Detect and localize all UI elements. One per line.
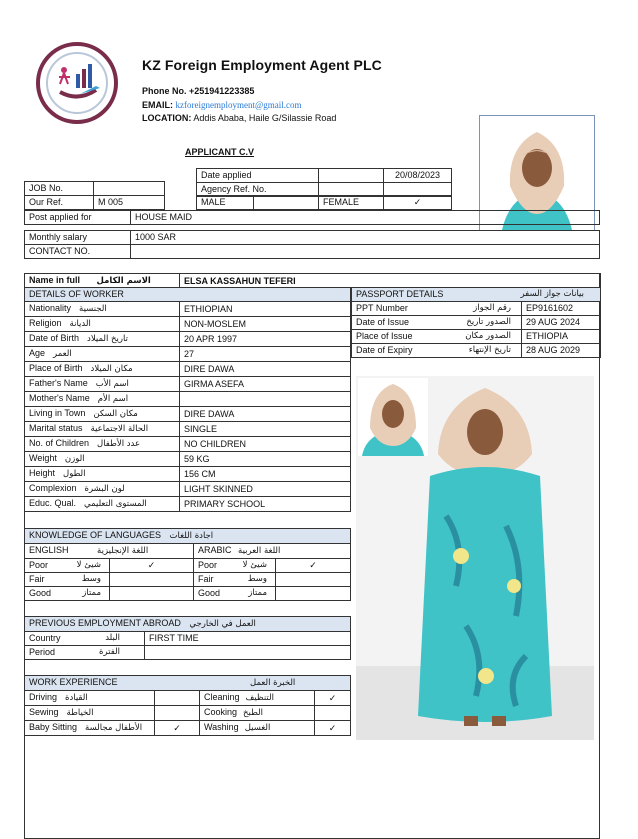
experience-right-ar: التنظيف bbox=[245, 693, 274, 703]
worker-value: 59 KG bbox=[180, 452, 351, 467]
worker-label-cell bbox=[25, 392, 180, 407]
salary-label: Monthly salary bbox=[25, 231, 131, 245]
passport-label-cell bbox=[352, 316, 522, 330]
female-check: ✓ bbox=[384, 196, 452, 210]
passport-row bbox=[352, 316, 601, 330]
worker-label: Educ. Qual. bbox=[29, 498, 77, 508]
worker-row bbox=[25, 452, 351, 467]
salary-table bbox=[24, 230, 600, 259]
experience-left-cell bbox=[25, 721, 155, 736]
arabic-label: ARABIC bbox=[198, 545, 232, 555]
experience-left-check bbox=[155, 706, 200, 721]
worker-label-ar: الحالة الاجتماعية bbox=[90, 424, 149, 434]
english-level-ar: وسط bbox=[81, 574, 101, 584]
worker-value: 156 CM bbox=[180, 467, 351, 482]
english-level-ar: شيئ لا bbox=[76, 560, 101, 570]
experience-heading-ar: الخبرة العمل bbox=[250, 678, 296, 688]
experience-heading-cell bbox=[25, 676, 351, 691]
english-label-ar: اللغة الإنجليزية bbox=[97, 546, 149, 556]
email-link[interactable]: kzforeignemployment@gmail.com bbox=[175, 100, 302, 110]
period-value bbox=[145, 646, 351, 660]
worker-label-ar: الجنسية bbox=[79, 304, 107, 314]
passport-value: 29 AUG 2024 bbox=[522, 316, 601, 330]
english-label: ENGLISH bbox=[29, 545, 69, 555]
worker-label-ar: المستوى التعليمي bbox=[84, 499, 147, 509]
english-header bbox=[25, 544, 194, 559]
country-value: FIRST TIME bbox=[145, 632, 351, 646]
male-label: MALE bbox=[197, 196, 254, 210]
worker-label: Living in Town bbox=[29, 408, 86, 418]
english-level: Poor bbox=[29, 560, 49, 570]
worker-label-cell bbox=[25, 452, 180, 467]
gender-table bbox=[196, 195, 452, 210]
period-label-ar: الفترة bbox=[99, 647, 120, 657]
worker-label-ar: مكان الميلاد bbox=[90, 364, 133, 374]
worker-label-ar: الديانة bbox=[69, 319, 91, 329]
passport-label-cell bbox=[352, 302, 522, 316]
passport-label-ar: رقم الجواز bbox=[473, 303, 511, 313]
worker-value: NO CHILDREN bbox=[180, 437, 351, 452]
country-label: Country bbox=[29, 633, 61, 643]
passport-value: ETHIOPIA bbox=[522, 330, 601, 344]
experience-right-ar: الطبخ bbox=[243, 708, 264, 718]
experience-right-cell bbox=[200, 691, 315, 706]
worker-value: DIRE DAWA bbox=[180, 407, 351, 422]
email-line bbox=[142, 99, 302, 111]
experience-right-label: Washing bbox=[204, 722, 239, 732]
arabic-level: Good bbox=[198, 588, 221, 598]
experience-row bbox=[25, 721, 351, 736]
worker-value: NON-MOSLEM bbox=[180, 317, 351, 332]
worker-label: Weight bbox=[29, 453, 57, 463]
experience-right-check bbox=[315, 706, 351, 721]
passport-table bbox=[351, 287, 601, 358]
experience-right-cell bbox=[200, 706, 315, 721]
worker-label-cell bbox=[25, 317, 180, 332]
employment-heading: PREVIOUS EMPLOYMENT ABROAD bbox=[29, 618, 181, 628]
passport-label-ar: الصدور مكان bbox=[465, 331, 511, 341]
worker-value: PRIMARY SCHOOL bbox=[180, 497, 351, 512]
female-label: FEMALE bbox=[319, 196, 384, 210]
english-level-ar: ممتاز bbox=[82, 588, 101, 598]
inset-portrait bbox=[358, 378, 428, 456]
english-level-cell bbox=[25, 559, 110, 573]
worker-label-ar: الطول bbox=[63, 469, 86, 479]
worker-label: Marital status bbox=[29, 423, 83, 433]
worker-label-cell bbox=[25, 362, 180, 377]
passport-label: PPT Number bbox=[356, 303, 408, 313]
passport-label: Date of Expiry bbox=[356, 345, 413, 355]
languages-heading: KNOWLEDGE OF LANGUAGES bbox=[29, 530, 162, 540]
contact-label: CONTACT NO. bbox=[25, 245, 131, 259]
experience-left-label: Baby Sitting bbox=[29, 722, 78, 732]
worker-value bbox=[180, 392, 351, 407]
english-level-cell bbox=[25, 587, 110, 601]
english-level: Fair bbox=[29, 574, 45, 584]
experience-right-ar: الغسيل bbox=[244, 723, 271, 733]
job-table bbox=[24, 181, 165, 210]
arabic-level: Poor bbox=[198, 560, 218, 570]
worker-row bbox=[25, 347, 351, 362]
worker-label: Religion bbox=[29, 318, 62, 328]
worker-label: Father's Name bbox=[29, 378, 88, 388]
passport-row bbox=[352, 302, 601, 316]
job-no-label: JOB No. bbox=[25, 182, 94, 196]
language-row bbox=[25, 573, 351, 587]
passport-label-ar: الصدور تاريخ bbox=[466, 317, 511, 327]
post-value: HOUSE MAID bbox=[131, 211, 600, 225]
worker-label-ar: اسم الأب bbox=[95, 379, 129, 389]
passport-heading: PASSPORT DETAILS bbox=[356, 289, 444, 299]
worker-row bbox=[25, 377, 351, 392]
name-label: Name in full bbox=[29, 275, 81, 285]
worker-label-cell bbox=[25, 482, 180, 497]
worker-label: Date of Birth bbox=[29, 333, 80, 343]
experience-left-cell bbox=[25, 706, 155, 721]
worker-label-cell bbox=[25, 407, 180, 422]
english-level: Good bbox=[29, 588, 52, 598]
experience-right-cell bbox=[200, 721, 315, 736]
passport-row bbox=[352, 330, 601, 344]
passport-value: EP9161602 bbox=[522, 302, 601, 316]
worker-row bbox=[25, 332, 351, 347]
arabic-level-ar: ممتاز bbox=[248, 588, 267, 598]
experience-left-ar: القيادة bbox=[65, 693, 88, 703]
passport-label-cell bbox=[352, 330, 522, 344]
worker-label-cell bbox=[25, 422, 180, 437]
arabic-level-ar: وسط bbox=[247, 574, 267, 584]
passport-value: 28 AUG 2029 bbox=[522, 344, 601, 358]
worker-label-ar: مكان السكن bbox=[93, 409, 138, 419]
cv-title: APPLICANT C.V bbox=[185, 147, 255, 157]
worker-label: Mother's Name bbox=[29, 393, 90, 403]
job-no-value bbox=[94, 182, 165, 196]
worker-label-cell bbox=[25, 467, 180, 482]
email-label: EMAIL: bbox=[142, 100, 173, 110]
phone-label: Phone No. bbox=[142, 86, 187, 96]
arabic-level-cell bbox=[194, 559, 276, 573]
worker-label-ar: الوزن bbox=[64, 454, 85, 464]
experience-right-check: ✓ bbox=[315, 691, 351, 706]
experience-left-cell bbox=[25, 691, 155, 706]
experience-right-label: Cooking bbox=[204, 707, 238, 717]
contact-value bbox=[131, 245, 600, 259]
worker-label: Nationality bbox=[29, 303, 72, 313]
worker-label: Height bbox=[29, 468, 56, 478]
worker-value: ETHIOPIAN bbox=[180, 302, 351, 317]
worker-value: DIRE DAWA bbox=[180, 362, 351, 377]
date-table bbox=[196, 168, 452, 197]
languages-table bbox=[24, 528, 351, 601]
country-label-cell bbox=[25, 632, 145, 646]
full-body-photo bbox=[356, 376, 594, 740]
employment-heading-ar: العمل في الخارجي bbox=[189, 619, 256, 629]
arabic-level-check bbox=[276, 573, 351, 587]
arabic-level-cell bbox=[194, 587, 276, 601]
arabic-label-ar: اللغة العربية bbox=[238, 546, 281, 556]
arabic-level-cell bbox=[194, 573, 276, 587]
phone-value: +251941223385 bbox=[189, 86, 255, 96]
worker-label-cell bbox=[25, 302, 180, 317]
english-level-check: ✓ bbox=[110, 559, 194, 573]
experience-row bbox=[25, 706, 351, 721]
experience-left-label: Driving bbox=[29, 692, 58, 702]
experience-table bbox=[24, 675, 351, 736]
worker-label-cell bbox=[25, 437, 180, 452]
worker-label-cell bbox=[25, 377, 180, 392]
our-ref-value: M 005 bbox=[94, 196, 165, 210]
worker-row bbox=[25, 482, 351, 497]
experience-left-check bbox=[155, 691, 200, 706]
period-label-cell bbox=[25, 646, 145, 660]
experience-row bbox=[25, 691, 351, 706]
salary-value: 1000 SAR bbox=[131, 231, 600, 245]
worker-value: GIRMA ASEFA bbox=[180, 377, 351, 392]
worker-heading: DETAILS OF WORKER bbox=[25, 288, 351, 302]
worker-label-cell bbox=[25, 497, 180, 512]
worker-label-ar: عدد الأطفال bbox=[97, 439, 141, 449]
male-check bbox=[254, 196, 319, 210]
company-name: KZ Foreign Employment Agent PLC bbox=[142, 57, 382, 73]
worker-value: 27 bbox=[180, 347, 351, 362]
experience-left-ar: الأطفال مجالسة bbox=[85, 723, 143, 733]
passport-heading-cell bbox=[352, 288, 601, 302]
passport-label-cell bbox=[352, 344, 522, 358]
worker-row bbox=[25, 467, 351, 482]
language-row bbox=[25, 559, 351, 573]
employment-table bbox=[24, 616, 351, 660]
passport-row bbox=[352, 344, 601, 358]
worker-value: 20 APR 1997 bbox=[180, 332, 351, 347]
post-label: Post applied for bbox=[25, 211, 131, 225]
passport-label: Place of Issue bbox=[356, 331, 413, 341]
worker-row bbox=[25, 497, 351, 512]
worker-row bbox=[25, 422, 351, 437]
worker-value: LIGHT SKINNED bbox=[180, 482, 351, 497]
date-applied-value: 20/08/2023 bbox=[384, 169, 452, 183]
arabic-level-ar: شيئ لا bbox=[242, 560, 267, 570]
passport-heading-ar: بيانات جواز السفر bbox=[520, 289, 584, 299]
worker-row bbox=[25, 302, 351, 317]
name-value: ELSA KASSAHUN TEFERI bbox=[180, 274, 601, 289]
worker-label: Place of Birth bbox=[29, 363, 83, 373]
date-applied-label: Date applied bbox=[197, 169, 319, 183]
name-label-ar: الاسم الكامل bbox=[96, 276, 151, 286]
worker-row bbox=[25, 362, 351, 377]
worker-label: Age bbox=[29, 348, 46, 358]
experience-left-ar: الخياطة bbox=[66, 708, 94, 718]
worker-label-ar: العمر bbox=[53, 349, 72, 359]
english-level-check bbox=[110, 587, 194, 601]
logo-graphic bbox=[50, 58, 106, 110]
languages-heading-ar: اجادة اللغات bbox=[169, 531, 214, 541]
worker-label: Complexion bbox=[29, 483, 77, 493]
english-level-cell bbox=[25, 573, 110, 587]
location-line bbox=[142, 112, 336, 124]
country-label-ar: البلد bbox=[105, 633, 120, 643]
phone-line bbox=[142, 85, 254, 97]
experience-right-label: Cleaning bbox=[204, 692, 240, 702]
worker-label-ar: لون البشرة bbox=[84, 484, 125, 494]
date-applied-blank bbox=[319, 169, 384, 183]
employment-heading-cell bbox=[25, 617, 351, 632]
post-table bbox=[24, 210, 600, 225]
passport-label: Date of Issue bbox=[356, 317, 410, 327]
worker-table bbox=[24, 287, 351, 512]
arabic-level: Fair bbox=[198, 574, 214, 584]
period-label: Period bbox=[29, 647, 56, 657]
english-level-check bbox=[110, 573, 194, 587]
worker-row bbox=[25, 392, 351, 407]
arabic-level-check bbox=[276, 587, 351, 601]
worker-row bbox=[25, 437, 351, 452]
language-row bbox=[25, 587, 351, 601]
arabic-header bbox=[194, 544, 351, 559]
passport-label-ar: تاريخ الإنتهاء bbox=[468, 345, 511, 355]
agency-ref-label: Agency Ref. No. bbox=[197, 183, 319, 197]
worker-label-cell bbox=[25, 347, 180, 362]
location-label: LOCATION: bbox=[142, 113, 192, 123]
our-ref-label: Our Ref. bbox=[25, 196, 94, 210]
experience-left-label: Sewing bbox=[29, 707, 59, 717]
worker-label-ar: تاريخ الميلاد bbox=[87, 334, 128, 344]
worker-label-cell bbox=[25, 332, 180, 347]
arabic-level-check: ✓ bbox=[276, 559, 351, 573]
location-value: Addis Ababa, Haile G/Silassie Road bbox=[193, 113, 337, 123]
worker-value: SINGLE bbox=[180, 422, 351, 437]
worker-row bbox=[25, 407, 351, 422]
worker-label-ar: اسم الأم bbox=[97, 394, 129, 404]
experience-left-check: ✓ bbox=[155, 721, 200, 736]
worker-label: No. of Children bbox=[29, 438, 90, 448]
experience-heading: WORK EXPERIENCE bbox=[29, 677, 118, 687]
languages-heading-cell bbox=[25, 529, 351, 544]
experience-right-check: ✓ bbox=[315, 721, 351, 736]
worker-row bbox=[25, 317, 351, 332]
